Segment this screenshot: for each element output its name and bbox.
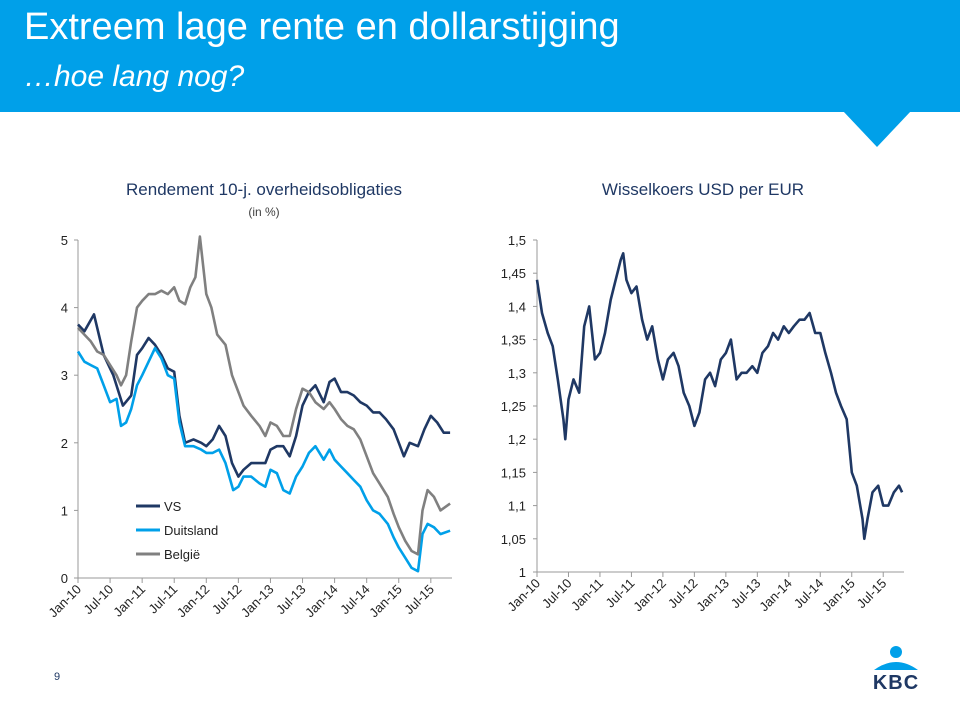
legend-label: VS: [164, 499, 182, 514]
chart2-plot: [501, 233, 904, 614]
chart2-x-tick-label: Jul-11: [602, 575, 638, 611]
chart1-x-tick-label: Jul-11: [145, 581, 181, 617]
chart2-y-tick-label: 1,45: [500, 266, 526, 282]
chart1-y-tick-label: 3: [60, 368, 68, 384]
chart1-x-tick-label: Jan-11: [110, 581, 149, 620]
chart1-x-tick-label: Jul-10: [80, 581, 117, 618]
chart2-title: Wisselkoers USD per EUR: [601, 180, 805, 199]
kbc-logo-text: KBC: [872, 672, 920, 694]
kbc-logo: [866, 644, 926, 694]
chart1-x-tick-label: Jan-14: [302, 581, 341, 621]
chart1-title: Rendement 10-j. overheidsobligaties: [126, 180, 402, 199]
chart1-x-tick-label: Jul-14: [337, 581, 373, 618]
chart2-y-tick-label: 1,35: [500, 332, 526, 348]
chart1-x-tick-label: Jul-12: [208, 581, 245, 618]
chart2-x-tick-label: Jan-15: [819, 575, 858, 615]
chart2-y-tick-label: 1,4: [507, 299, 526, 315]
legend-label: België: [164, 547, 201, 562]
page-title: Extreem lage rente en dollarstijging: [24, 6, 620, 48]
chart1-x-tick-label: Jan-15: [366, 581, 405, 621]
chart2-x-tick-label: Jul-12: [664, 575, 701, 612]
chart2-x-tick-label: Jan-11: [568, 575, 607, 614]
chart2-y-tick-label: 1,05: [500, 531, 526, 547]
chart1-x-tick-label: Jan-12: [173, 581, 213, 621]
chart2-x-tick-label: Jan-13: [693, 575, 732, 615]
chart2-y-tick-label: 1,2: [507, 432, 526, 448]
page-number: 9: [54, 671, 61, 683]
chart2-x-tick-label: Jan-10: [504, 575, 544, 615]
chart1-y-tick-label: 2: [60, 435, 68, 451]
chart1-y-tick-label: 0: [60, 571, 68, 586]
chart2-x-tick-label: Jul-15: [853, 575, 890, 612]
chart2-x-tick-label: Jul-10: [538, 575, 575, 612]
chart2-y-tick-label: 1,1: [507, 498, 526, 514]
chart1-y-tick-label: 5: [60, 233, 68, 248]
chart2-y-tick-label: 1,15: [500, 465, 526, 481]
chart2-y-tick-label: 1: [518, 565, 526, 580]
kbc-logo-icon: [866, 644, 926, 674]
legend-label: Duitsland: [164, 523, 219, 538]
chart1-y-tick-label: 4: [60, 300, 68, 316]
chart1-legend: [136, 499, 218, 562]
chart2-x-tick-label: Jul-14: [790, 575, 827, 612]
chart1-x-tick-label: Jan-10: [45, 581, 85, 621]
chart1-x-tick-label: Jul-13: [272, 581, 309, 618]
chart2-x-tick-label: Jul-13: [727, 575, 764, 612]
chart2-y-tick-label: 1,5: [507, 233, 526, 248]
chart2-x-tick-label: Jan-12: [630, 575, 670, 615]
chart2-x-tick-label: Jan-14: [756, 575, 795, 615]
chart2-y-tick-label: 1,3: [507, 365, 526, 381]
chart1-subtitle: (in %): [248, 205, 280, 219]
chart1-x-tick-label: Jul-15: [401, 581, 437, 618]
page-subtitle: …hoe lang nog?: [24, 60, 245, 93]
chart1-x-tick-label: Jan-13: [237, 581, 277, 621]
chart1-plot: [45, 233, 452, 620]
chart1-y-tick-label: 1: [60, 503, 68, 519]
chart2-series-usd: [537, 253, 902, 539]
chart2-y-tick-label: 1,25: [500, 399, 526, 414]
